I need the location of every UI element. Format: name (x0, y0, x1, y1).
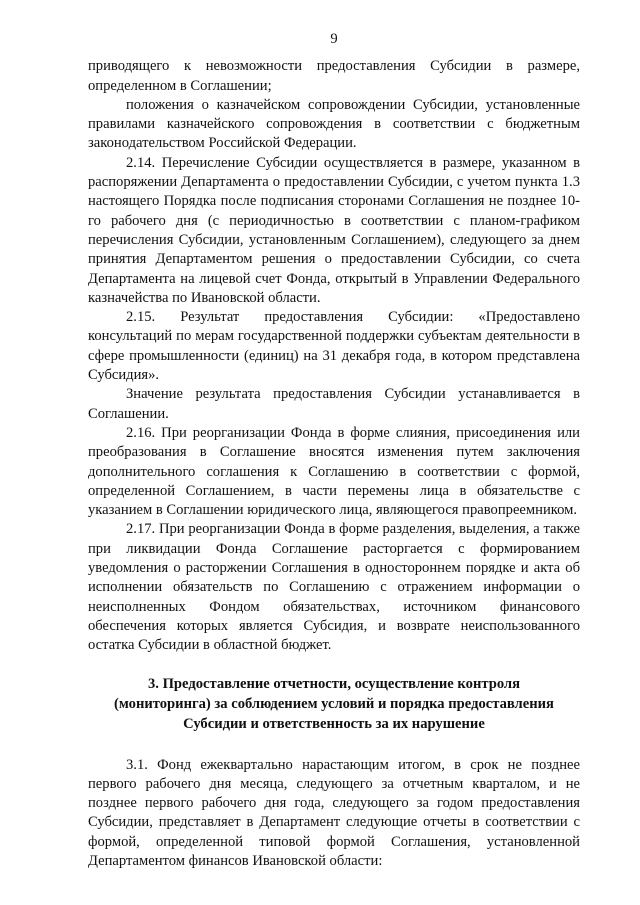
paragraph-3-1: 3.1. Фонд ежеквартально нарастающим итогом, в срок не позднее первого рабочего дня месяца, следующего за отчетным кварталом, и не позднее первого рабочего дня года, следующего за годом предоставления Субсидии, представляет в Департамент следующие отчеты в соответствии с формой, определенной типовой формой Соглашения, установленной Департаментом финансов Ивановской области: (88, 756, 580, 869)
paragraph-2-14: 2.14. Перечисление Субсидии осуществляется в размере, указанном в распоряжении Департамента о предоставлении Субсидии, с учетом пункта 1.3 настоящего Порядка после подписания сторонами Соглашения не позднее 10-го рабочего дня (с периодичностью в соответствии с планом-графиком перечисления Субсидии, установленным Соглашением), следующего за днем принятия Департаментом решения о предоставлении Субсидии, со счета Департамента на лицевой счет Фонда, открытый в Управлении Федерального казначейства по Ивановской области. (88, 154, 580, 306)
section-3-heading-line-3: Субсидии и ответственность за их нарушение (183, 715, 485, 732)
document-page (88, 30, 580, 871)
section-3-heading (88, 674, 580, 734)
paragraph-2-16: 2.16. При реорганизации Фонда в форме слияния, присоединения или преобразования в Соглашение вносятся изменения путем заключения дополнительного соглашения к Соглашению в соответствии с формой, определенной Соглашением, в части перемены лица в обязательстве с указанием в Соглашении юридического лица, являющегося правопреемником. (88, 424, 580, 519)
paragraph-result-value: Значение результата предоставления Субсидии устанавливается в Соглашении. (88, 386, 580, 422)
paragraph-2-15: 2.15. Результат предоставления Субсидии: «Предоставлено консультаций по мерам государственной поддержки субъектам деятельности в сфере промышленности (единиц) на 31 декабря года, в котором представлена Субсидия». (88, 309, 580, 384)
paragraph-continuation: приводящего к невозможности предоставления Субсидии в размере, определенном в Соглашении; (88, 58, 580, 94)
paragraph-treasury-support: положения о казначейском сопровождении Субсидии, установленные правилами казначейского сопровождения в соответствии с бюджетным законодательством Российской Федерации. (88, 96, 580, 152)
section-3-heading-line-1: 3. Предоставление отчетности, осуществление контроля (147, 675, 521, 692)
section-3-heading-line-2: (мониторинга) за соблюдением условий и порядка предоставления (114, 695, 554, 712)
paragraph-2-17: 2.17. При реорганизации Фонда в форме разделения, выделения, а также при ликвидации Фонда Соглашение расторгается с формированием уведомления о расторжении Соглашения в одностороннем порядке и акта об исполнении обязательств по Соглашению с отражением информации о неисполненных Фондом обязательствах, источником финансового обеспечения которых является Субсидия, и возврате неиспользованного остатка Субсидии в областной бюджет. (88, 521, 580, 654)
page-number: 9 (330, 31, 338, 47)
